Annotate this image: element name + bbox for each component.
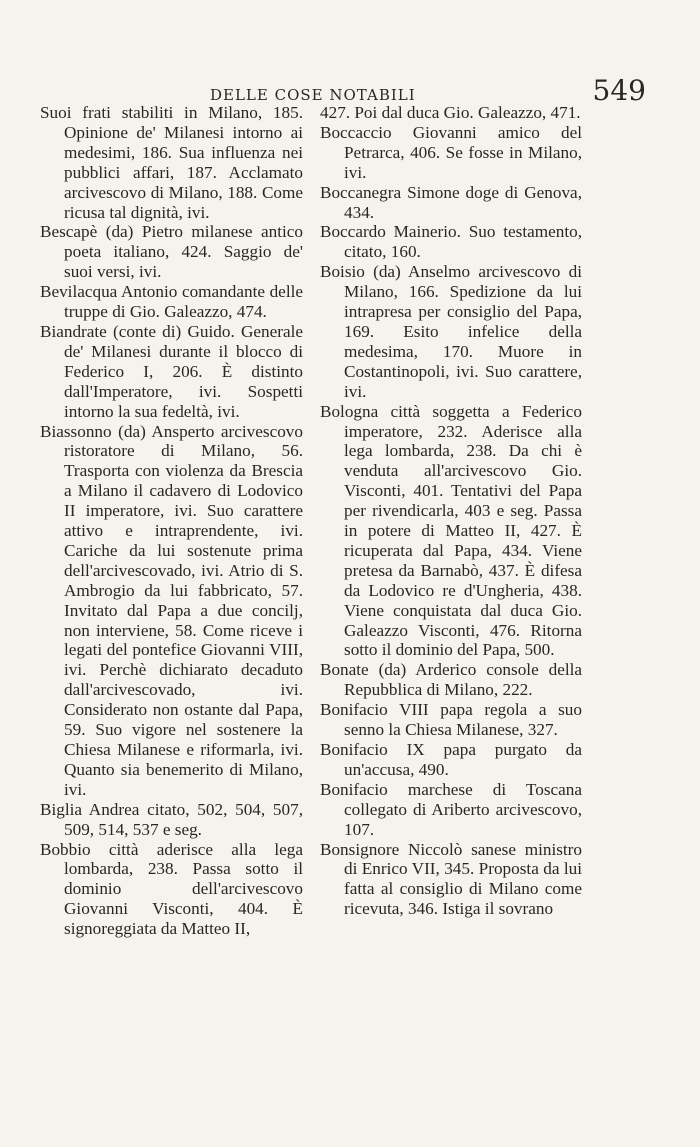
index-entry: Biandrate (conte di) Guido. Generale de' Milanesi durante il blocco di Federico I, 206. È distinto dall'Imperatore, ivi. Sospetti intorno la sua fedeltà, ivi.	[40, 321, 303, 421]
index-entry: Suoi frati stabiliti in Milano, 185. Opinione de' Milanesi intorno ai medesimi, 186. Sua influenza nei pubblici affari, 187. Acclamato arcivescovo di Milano, 188. Come ricusa tal dignità, ivi.	[40, 103, 303, 222]
index-entry: Bonsignore Niccolò sanese ministro di Enrico VII, 345. Proposta da lui fatta al consiglio di Milano come ricevuta, 346. Istiga il sovrano	[320, 839, 582, 919]
index-column-right	[320, 103, 582, 919]
index-column-left	[40, 103, 303, 939]
page-number: 549	[592, 74, 646, 107]
index-entry: Biglia Andrea citato, 502, 504, 507, 509, 514, 537 e seg.	[40, 799, 303, 839]
index-entry: Boisio (da) Anselmo arcivescovo di Milano, 166. Spedizione da lui intrapresa per consiglio del Papa, 169. Esito infelice della medesima, 170. Muore in Costantinopoli, ivi. Suo carattere, ivi.	[320, 262, 582, 401]
index-entry: 427. Poi dal duca Gio. Galeazzo, 471.	[320, 103, 581, 122]
running-head: DELLE COSE NOTABILI	[210, 86, 416, 104]
index-entry: Bonifacio marchese di Toscana collegato di Ariberto arcivescovo, 107.	[320, 779, 582, 839]
index-entry: Boccanegra Simone doge di Genova, 434.	[320, 182, 582, 222]
index-entry: Bonifacio IX papa purgato da un'accusa, 490.	[320, 740, 582, 779]
index-entry: Bevilacqua Antonio comandante delle truppe di Gio. Galeazzo, 474.	[40, 282, 303, 322]
index-entry: Bologna città soggetta a Federico imperatore, 232. Aderisce alla lega lombarda, 238. Da chi è venduta all'arcivescovo Gio. Visconti, 401. Tentativi del Papa per rivendicarla, 403 e seg. Passa in potere di Matteo II, 427. È ricuperata dal Papa, 434. Viene pretesa da Barnabò, 437. È difesa da Lodovico re d'Ungheria, 438. Viene conquistata dal duca Gio. Galeazzo Visconti, 476. Ritorna sotto il dominio del Papa, 500.	[320, 401, 582, 660]
index-entry: Bonifacio VIII papa regola a suo senno la Chiesa Milanese, 327.	[320, 700, 582, 740]
index-entry: Boccardo Mainerio. Suo testamento, citato, 160.	[320, 222, 582, 262]
index-entry: Bonate (da) Arderico console della Repubblica di Milano, 222.	[320, 660, 582, 700]
index-entry: Boccaccio Giovanni amico del Petrarca, 406. Se fosse in Milano, ivi.	[320, 122, 582, 182]
index-entry: Biassonno (da) Ansperto arcivescovo ristoratore di Milano, 56. Trasporta con violenza da Brescia a Milano il cadavero di Lodovico II imperatore, ivi. Suo carattere attivo e intraprendente, ivi. Cariche da lui sostenute prima dell'arcivescovado, ivi. Atrio di S. Ambrogio da lui fabbricato, 57. Invitato dal Papa a due concilj, non interviene, 58. Come riceve i legati del pontefice Giovanni VIII, ivi. Perchè dichiarato decaduto dall'arcivescovado, ivi. Considerato non ostante dal Papa, 59. Suo vigore nel sostenere la Chiesa Milanese e riformarla, ivi. Quanto sia benemerito di Milano, ivi.	[40, 421, 303, 799]
index-entry: Bescapè (da) Pietro milanese antico poeta italiano, 424. Saggio de' suoi versi, ivi.	[40, 222, 303, 282]
index-entry: Bobbio città aderisce alla lega lombarda, 238. Passa sotto il dominio dell'arcivescovo Giovanni Visconti, 404. È signoreggiata da Matteo II,	[40, 839, 303, 939]
